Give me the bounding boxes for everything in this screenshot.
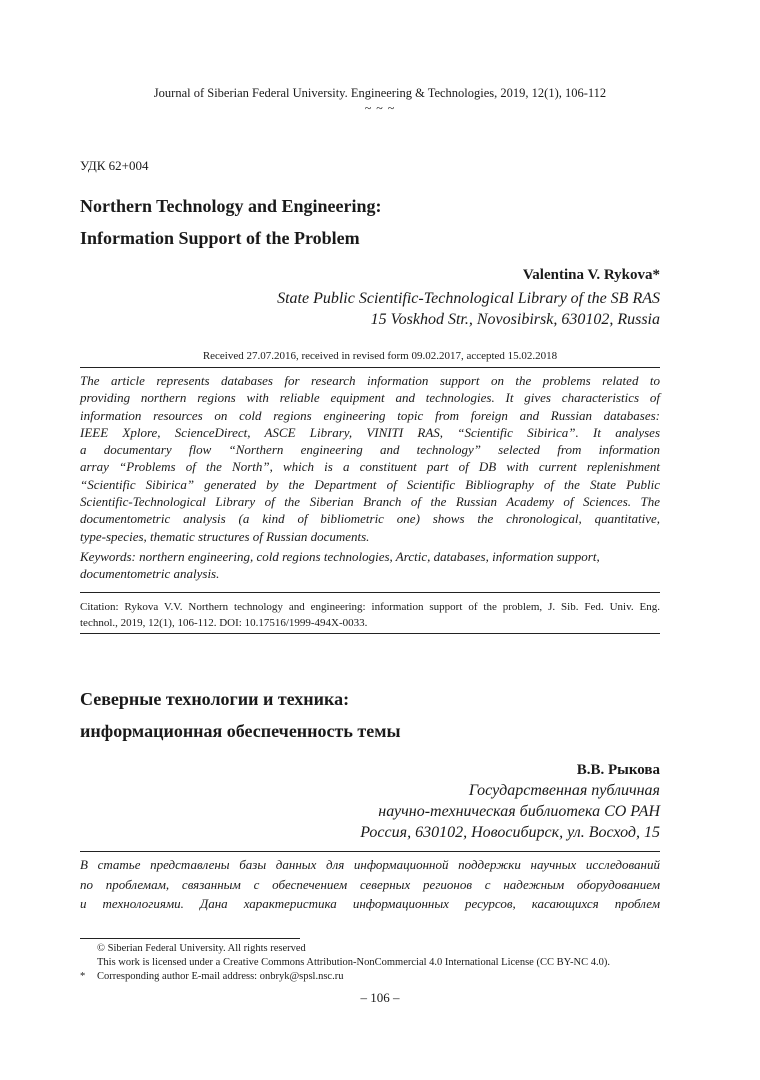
footnote-asterisk: *	[80, 971, 86, 982]
keywords-en	[80, 548, 660, 582]
article-title-ru	[80, 683, 680, 747]
abstract-en-line: Scientific-Technological Library of the Siberian Branch of the Russian Academy of Sciences. The	[80, 494, 660, 510]
abstract-en-line: IEEE Xplore, ScienceDirect, ASCE Library, VINITI RAS, “Scientific Sibirica”. It analyses	[80, 424, 660, 440]
abstract-en-line: “Scientific Sibirica” generated by the Department of Scientific Bibliography of the State Public	[80, 476, 660, 492]
affiliation-ru	[360, 780, 660, 843]
abstract-ru-line: по проблемам, связанным с обеспечением северных регионов с надежным оборудованием	[80, 876, 660, 892]
affiliation-en-line-2: 15 Voskhod Str., Novosibirsk, 630102, Russia	[370, 311, 660, 328]
title-en-line-1: Northern Technology and Engineering:	[80, 196, 382, 216]
footnote-corresponding-author: Corresponding author E-mail address: onbryk@spsl.nsc.ru	[97, 971, 344, 982]
abstract-en-line: a documentary flow “Northern engineering and technology” selected from information	[80, 442, 660, 458]
divider-top	[80, 367, 660, 368]
abstract-en-line: documentometric analysis (a kind of bibliometric one) shows the chronological, quantitative,	[80, 511, 660, 527]
affiliation-ru-line-1: Государственная публичная	[468, 782, 660, 799]
footnote-copyright: © Siberian Federal University. All rights reserved	[97, 943, 306, 954]
abstract-en-line: The article represents databases for research information support on the problems related to	[80, 373, 660, 388]
received-dates: Received 27.07.2016, received in revised form 09.02.2017, accepted 15.02.2018	[202, 350, 558, 362]
abstract-en-line: providing northern regions with reliable equipment and technologies. It gives characteristics of	[80, 390, 660, 406]
affiliation-ru-line-2: научно-техническая библиотека СО РАН	[378, 803, 660, 820]
abstract-en	[80, 372, 660, 545]
affiliation-en	[277, 288, 660, 330]
citation	[80, 599, 660, 631]
header-tilde-separator: ~ ~ ~	[364, 101, 396, 115]
citation-line-1: Citation: Rykova V.V. Northern technology and engineering: information support of the problem, J. Sib. Fed. Univ. Eng.	[80, 601, 660, 613]
affiliation-ru-line-3: Россия, 630102, Новосибирск, ул. Восход, 15	[360, 824, 660, 841]
author-en: Valentina V. Rykova*	[522, 267, 660, 283]
citation-line-2: technol., 2019, 12(1), 106-112. DOI: 10.17516/1999-494X-0033.	[80, 617, 368, 629]
journal-header: Journal of Siberian Federal University. Engineering & Technologies, 2019, 12(1), 106-112	[153, 86, 607, 100]
abstract-ru-line: и технологиями. Дана характеристика информационных ресурсов, касающихся проблем	[80, 896, 660, 911]
abstract-ru-line: В статье представлены базы данных для информационной поддержки научных исследований	[80, 857, 660, 872]
title-ru-line-2: информационная обеспеченность темы	[80, 721, 401, 741]
abstract-en-line: type-species, thematic structures of Russian documents.	[80, 528, 370, 544]
divider-citation-bottom	[80, 633, 660, 634]
abstract-en-line: array “Problems of the North”, which is a constituent part of DB with current replenishment	[80, 459, 660, 475]
divider-citation-top	[80, 592, 660, 593]
footnote-rule	[80, 938, 300, 939]
article-title-en	[80, 190, 680, 254]
keywords-en-line-2: documentometric analysis.	[80, 566, 220, 581]
author-ru: В.В. Рыкова	[576, 762, 660, 778]
page-number: – 106 –	[360, 990, 400, 1005]
abstract-en-line: information resources on cold regions engineering topic from foreign and Russian databases:	[80, 407, 660, 423]
affiliation-en-line-1: State Public Scientific-Technological Library of the SB RAS	[277, 290, 660, 307]
udc-code: УДК 62+004	[80, 158, 149, 173]
footnote-license: This work is licensed under a Creative Commons Attribution-NonCommercial 4.0 International License (CC BY-NC 4.0).	[97, 957, 610, 968]
divider-ru-abstract	[80, 851, 660, 852]
title-en-line-2: Information Support of the Problem	[80, 228, 360, 248]
keywords-en-line-1: Keywords: northern engineering, cold regions technologies, Arctic, databases, information support,	[80, 549, 600, 564]
title-ru-line-1: Северные технологии и техника:	[80, 689, 350, 709]
abstract-ru	[80, 855, 660, 914]
